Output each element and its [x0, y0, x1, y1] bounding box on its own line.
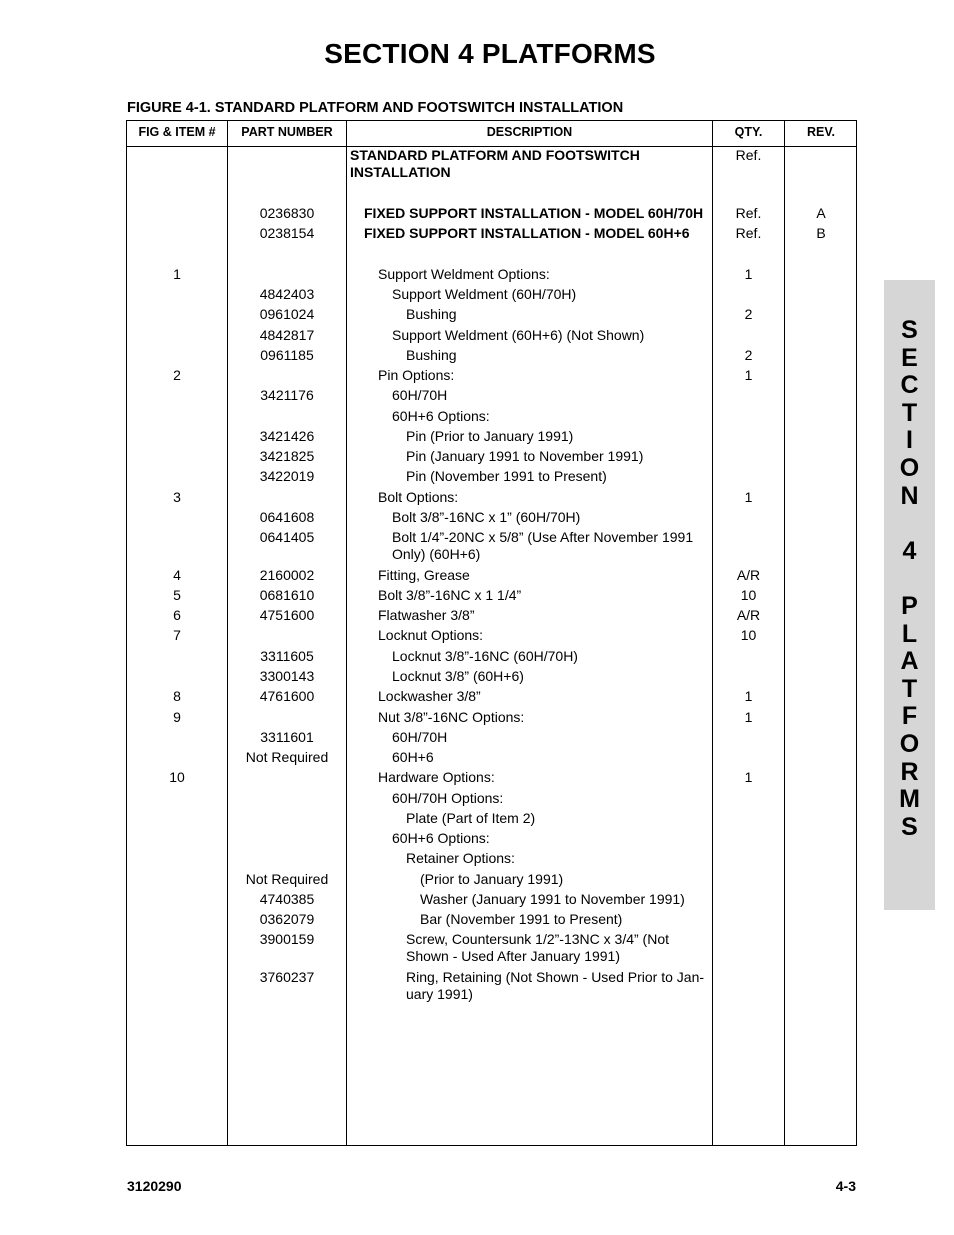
row-part-number: 3421825: [259, 448, 315, 464]
row-part-number: 0236830: [259, 205, 315, 221]
row-description: Locknut 3/8” (60H+6): [392, 668, 524, 684]
row-part-number: 4740385: [259, 891, 315, 907]
footer-doc-number: 3120290: [127, 1178, 182, 1194]
row-description: Bolt Options:: [378, 489, 459, 505]
header-qty: QTY.: [734, 125, 763, 139]
row-qty: A/R: [736, 607, 761, 623]
row-part-number: Not Required: [245, 871, 329, 887]
row-part-number: 4751600: [259, 607, 315, 623]
row-qty: Ref.: [735, 205, 762, 221]
side-tab-letter: N: [900, 481, 919, 510]
row-description: Bushing: [406, 306, 457, 322]
row-part-number: 3421426: [259, 428, 315, 444]
row-part-number: 0681610: [259, 587, 315, 603]
side-tab-letter: O: [899, 454, 920, 482]
side-tab-letter: 4: [902, 536, 917, 565]
row-description: 60H/70H: [392, 387, 448, 403]
row-description: Support Weldment (60H/70H): [392, 286, 577, 302]
side-tab-letter: F: [901, 702, 918, 731]
row-description: (Prior to January 1991): [420, 871, 564, 887]
row-description: Washer (January 1991 to November 1991): [420, 891, 685, 907]
row-part-number: Not Required: [245, 749, 329, 765]
row-description: Hardware Options:: [378, 769, 495, 785]
row-description: STANDARD PLATFORM AND FOOTSWITCH INSTALLATION: [350, 147, 640, 180]
row-qty: 1: [744, 266, 753, 282]
row-part-number: 2160002: [259, 567, 315, 583]
header-rev: REV.: [806, 125, 836, 139]
side-tab-letter: E: [901, 343, 918, 372]
row-description: 60H/70H: [392, 729, 448, 745]
row-description: Bolt 3/8”-16NC x 1 1/4”: [378, 587, 522, 603]
row-rev: A: [816, 205, 826, 221]
row-part-number: 3311601: [260, 729, 314, 745]
row-part-number: 4761600: [259, 688, 315, 704]
section-title: SECTION 4 PLATFORMS: [324, 38, 656, 69]
row-rev: B: [816, 225, 826, 241]
row-description: Bar (November 1991 to Present): [420, 911, 623, 927]
row-part-number: 3760237: [259, 969, 315, 985]
header-part-number: PART NUMBER: [241, 125, 333, 139]
side-tab-letter: S: [901, 812, 918, 841]
row-description: Nut 3/8”-16NC Options:: [378, 709, 525, 725]
side-tab-letter: T: [901, 398, 918, 427]
side-tab-letter: L: [901, 619, 918, 648]
row-fig-item: 10: [169, 769, 185, 785]
column-divider: [227, 120, 228, 1146]
side-tab-letter: P: [901, 592, 918, 620]
row-description: Locknut Options:: [378, 627, 484, 643]
row-fig-item: 6: [173, 607, 181, 623]
row-description: Pin (November 1991 to Present): [406, 468, 607, 484]
row-fig-item: 8: [173, 688, 181, 704]
row-part-number: 3311605: [260, 648, 314, 664]
row-description: Bolt 3/8”-16NC x 1” (60H/70H): [392, 509, 581, 525]
row-fig-item: 9: [173, 709, 181, 725]
side-tab-letter: C: [900, 371, 919, 400]
row-description: Support Weldment Options:: [378, 266, 550, 282]
row-fig-item: 4: [173, 567, 181, 583]
row-part-number: 0362079: [259, 911, 315, 927]
footer-page-number: 4-3: [835, 1178, 856, 1194]
row-part-number: 0641608: [259, 509, 315, 525]
row-description: Pin (January 1991 to November 1991): [406, 448, 644, 464]
row-description: Screw, Countersunk 1/2”-13NC x 3/4” (Not Shown - Used After January 1991): [406, 931, 669, 964]
row-qty: 1: [744, 769, 753, 785]
column-divider: [346, 120, 347, 1146]
row-description: Retainer Options:: [406, 850, 515, 866]
row-part-number: 0641405: [259, 529, 315, 545]
row-description: Fitting, Grease: [378, 567, 470, 583]
row-fig-item: 2: [173, 367, 181, 383]
row-fig-item: 3: [173, 489, 181, 505]
row-description: 60H+6: [392, 749, 434, 765]
row-qty: Ref.: [735, 225, 762, 241]
row-qty: 1: [744, 367, 753, 383]
row-part-number: 3300143: [259, 668, 315, 684]
row-qty: A/R: [736, 567, 761, 583]
row-qty: 10: [740, 627, 757, 643]
side-tab-letter: R: [900, 757, 919, 786]
row-qty: 2: [744, 347, 753, 363]
row-part-number: 3421176: [260, 387, 314, 403]
row-description: Lockwasher 3/8”: [378, 688, 481, 704]
row-part-number: 3900159: [259, 931, 315, 947]
row-qty: 1: [744, 709, 753, 725]
row-description: Flatwasher 3/8”: [378, 607, 475, 623]
row-description: Pin Options:: [378, 367, 455, 383]
row-part-number: 4842403: [259, 286, 315, 302]
side-tab-letter: S: [901, 316, 918, 344]
row-description: Locknut 3/8”-16NC (60H/70H): [392, 648, 578, 664]
row-description: Bolt 1/4”-20NC x 5/8” (Use After November 1991 Only) (60H+6): [392, 529, 694, 562]
row-description: FIXED SUPPORT INSTALLATION - MODEL 60H/70H: [364, 205, 704, 221]
row-qty: 2: [744, 306, 753, 322]
section-side-tab: [884, 280, 935, 910]
row-part-number: 0961185: [260, 347, 314, 363]
row-description: 60H/70H Options:: [392, 790, 504, 806]
row-part-number: 3422019: [259, 468, 315, 484]
row-description: Bushing: [406, 347, 457, 363]
row-qty: 1: [744, 489, 753, 505]
row-qty: 1: [744, 688, 753, 704]
row-fig-item: 7: [173, 627, 181, 643]
side-tab-letter: O: [899, 730, 920, 758]
row-part-number: 0238154: [259, 225, 315, 241]
row-description: 60H+6 Options:: [392, 830, 490, 846]
row-description: Plate (Part of Item 2): [406, 810, 536, 826]
row-fig-item: 5: [173, 587, 181, 603]
row-qty: 10: [740, 587, 757, 603]
side-tab-letter: I: [906, 426, 913, 455]
row-qty: Ref.: [735, 147, 762, 163]
row-part-number: 4842817: [259, 327, 315, 343]
row-description: Support Weldment (60H+6) (Not Shown): [392, 327, 645, 343]
header-description: DESCRIPTION: [486, 125, 573, 139]
side-tab-letter: M: [899, 785, 920, 814]
row-description: Ring, Retaining (Not Shown - Used Prior to Jan-uary 1991): [406, 969, 705, 1002]
row-description: Pin (Prior to January 1991): [406, 428, 574, 444]
row-description: FIXED SUPPORT INSTALLATION - MODEL 60H+6: [364, 225, 690, 241]
row-fig-item: 1: [173, 266, 181, 282]
column-divider: [784, 120, 785, 1146]
side-tab-letter: T: [901, 674, 918, 703]
header-fig-item: FIG & ITEM #: [138, 125, 216, 139]
row-description: 60H+6 Options:: [392, 408, 490, 424]
side-tab-letter: A: [900, 647, 919, 676]
row-part-number: 0961024: [259, 306, 315, 322]
figure-title: FIGURE 4-1. STANDARD PLATFORM AND FOOTSWITCH INSTALLATION: [127, 100, 624, 116]
